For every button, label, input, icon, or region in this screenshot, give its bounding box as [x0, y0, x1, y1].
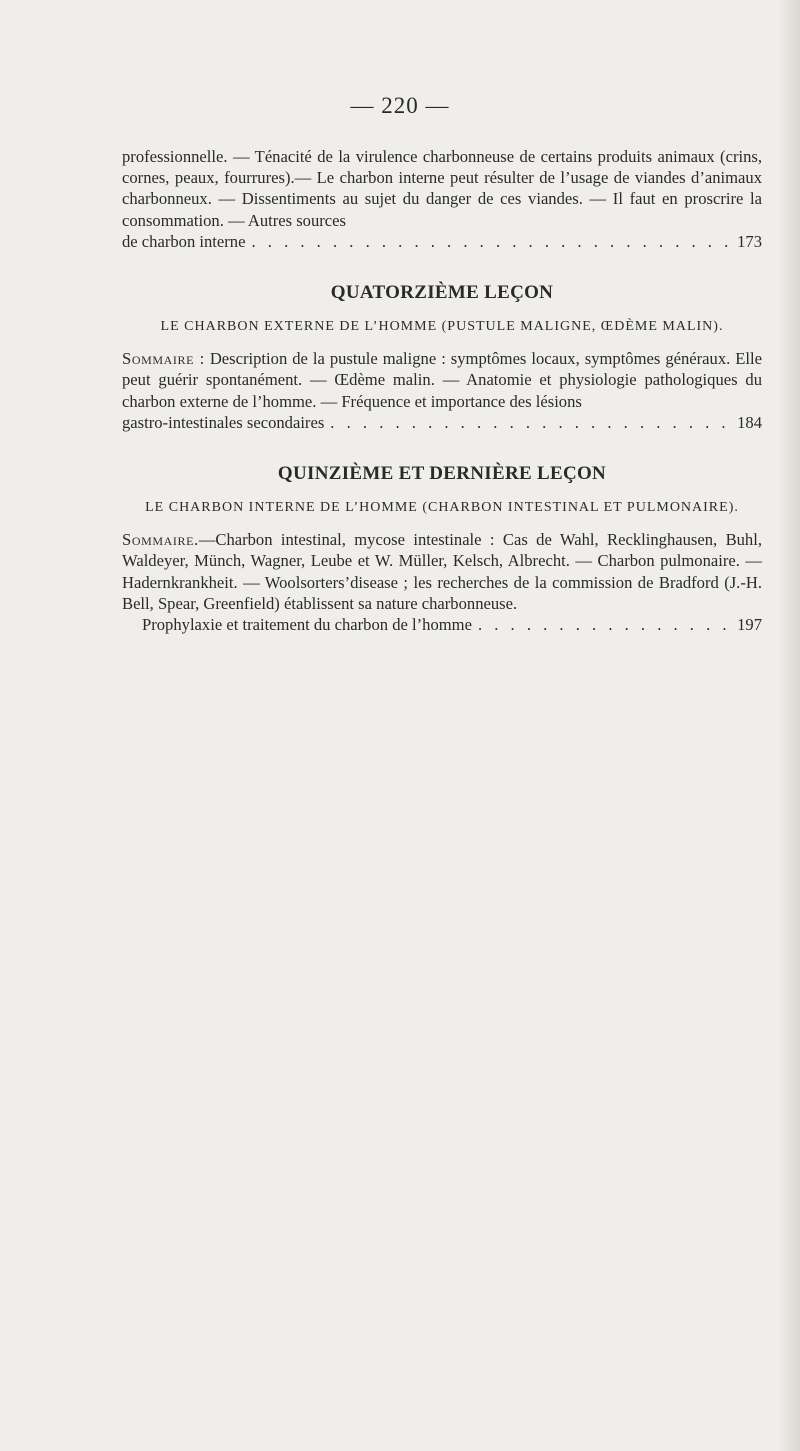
page-edge-shadow: [778, 0, 800, 1451]
lesson-14-section: [122, 282, 762, 433]
lesson-15-page-ref: 197: [737, 615, 762, 635]
lesson-15-sommaire-text: —Charbon intestinal, mycose intestinale : Cas de Wahl, Recklinghausen, Buhl, Waldeyer, Münch, Wagner, Leube et W. Müller, Kelsch, Albrecht. — Charbon pulmonaire. — Hadernkrankheit. — Woolsorters’disease ; les recherches de la commission de Bradford (J.-H. Bell, Spear, Greenfield) établissent sa nature charbonneuse.: [122, 530, 762, 613]
lesson-15-heading: QUINZIÈME ET DERNIÈRE LEÇON: [277, 463, 607, 485]
intro-page-ref: 173: [737, 231, 762, 251]
lesson-14-last-line: gastro-intestinales secondaires: [122, 412, 325, 432]
intro-toc-line: [122, 231, 762, 252]
lesson-15-section: [122, 463, 762, 635]
lesson-14-sommaire: [122, 348, 762, 433]
lesson-14-sommaire-label: Sommaire :: [122, 349, 205, 369]
lesson-15-toc-line: [122, 614, 762, 635]
page-number: — 220 —: [350, 93, 450, 118]
table-of-contents: [122, 146, 762, 635]
dot-leader: [324, 412, 731, 433]
lesson-14-toc-line: [122, 412, 762, 433]
lesson-14-sommaire-text: Description de la pustule maligne : symptômes locaux, symptômes généraux. Elle peut guérir spontanément. — Œdème malin. — Anatomie et physiologie pathologiques du charbon externe de l’homme. — Fréquence et importance des lésions: [122, 349, 762, 411]
lesson-15-subheading: LE CHARBON INTERNE DE L’HOMME (CHARBON INTESTINAL ET PULMONAIRE).: [145, 500, 739, 516]
lesson-15-sommaire-label: Sommaire.: [122, 530, 199, 550]
lesson-14-heading: QUATORZIÈME LEÇON: [330, 282, 554, 304]
intro-last-line: de charbon interne: [122, 231, 246, 251]
intro-text: professionnelle. — Ténacité de la virulence charbonneuse de certains produits animaux (crins, cornes, peaux, fourrures).— Le charbon interne peut résulter de l’usage de viandes d’animaux charbonneux. — Dissentiments au sujet du danger de ces viandes. — Il faut en proscrire la consommation. — Autres sources: [122, 147, 762, 230]
lesson-14-subheading: LE CHARBON EXTERNE DE L’HOMME (PUSTULE MALIGNE, ŒDÈME MALIN).: [160, 319, 724, 335]
dot-leader: [245, 231, 731, 252]
lesson-15-last-line: Prophylaxie et traitement du charbon de l’homme: [142, 615, 472, 635]
lesson-14-page-ref: 184: [737, 412, 762, 432]
intro-entry: [122, 146, 762, 252]
dot-leader: [472, 614, 731, 635]
lesson-15-sommaire: [122, 529, 762, 635]
